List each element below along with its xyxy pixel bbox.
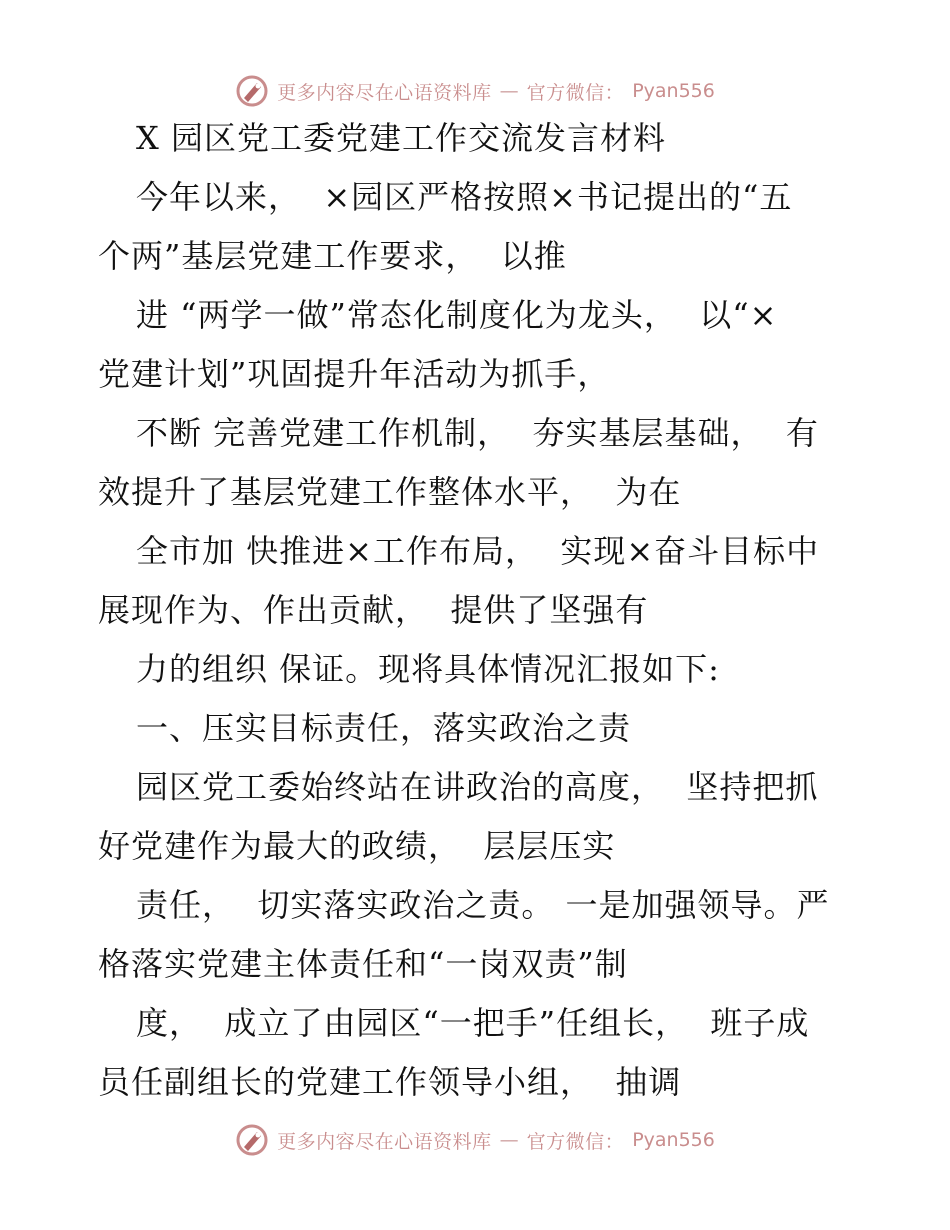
paragraph-line: 力的组织 保证。现将具体情况汇报如下: — [136, 650, 720, 688]
section-heading: 一、压实目标责任，落实政治之责 — [136, 709, 632, 747]
paragraph-line: 党建计划”巩固提升年活动为抓手， — [98, 355, 611, 393]
paragraph-line: 度， 成立了由园区“一把手”任组长， 班子成 — [136, 1004, 810, 1042]
watermark-account: Pyan556 — [632, 1129, 715, 1151]
paragraph-line: 不断 完善党建工作机制， 夯实基层基础， 有 — [136, 414, 819, 452]
pen-nib-logo-icon — [235, 1123, 269, 1157]
paragraph-line: 全市加 快推进×工作布局， 实现×奋斗目标中 — [136, 532, 820, 570]
paragraph-line: 效提升了基层党建工作整体水平， 为在 — [98, 473, 682, 511]
paragraph-line: 好党建作为最大的政绩， 层层压实 — [98, 827, 616, 865]
document-title: X 园区党工委党建工作交流发言材料 — [136, 119, 666, 157]
paragraph-line: 展现作为、作出贡献， 提供了坚强有 — [98, 591, 649, 629]
watermark-text: 更多内容尽在心语资料库 — [277, 1130, 492, 1153]
paragraph-line: 个两”基层党建工作要求， 以推 — [98, 237, 567, 275]
pen-nib-logo-icon — [235, 74, 269, 108]
watermark-header — [0, 71, 950, 111]
watermark-official-label: 官方微信： — [526, 1130, 625, 1153]
paragraph-line: 责任， 切实落实政治之责。 一是加强领导。严 — [136, 886, 830, 924]
paragraph-line: 进 “两学一做”常态化制度化为龙头， 以“× — [136, 296, 778, 334]
paragraph-line: 园区党工委始终站在讲政治的高度， 坚持把抓 — [136, 768, 819, 806]
watermark-separator: — — [499, 80, 519, 102]
watermark-text: 更多内容尽在心语资料库 — [277, 81, 492, 104]
watermark-footer — [0, 1120, 950, 1160]
paragraph-line: 格落实党建主体责任和“一岗双责”制 — [98, 945, 628, 983]
watermark-account: Pyan556 — [632, 80, 715, 102]
watermark-official-label: 官方微信： — [526, 81, 625, 104]
watermark-separator: — — [499, 1129, 519, 1151]
paragraph-line: 今年以来， ×园区严格按照×书记提出的“五 — [136, 178, 793, 216]
paragraph-line: 员任副组长的党建工作领导小组， 抽调 — [98, 1063, 682, 1101]
